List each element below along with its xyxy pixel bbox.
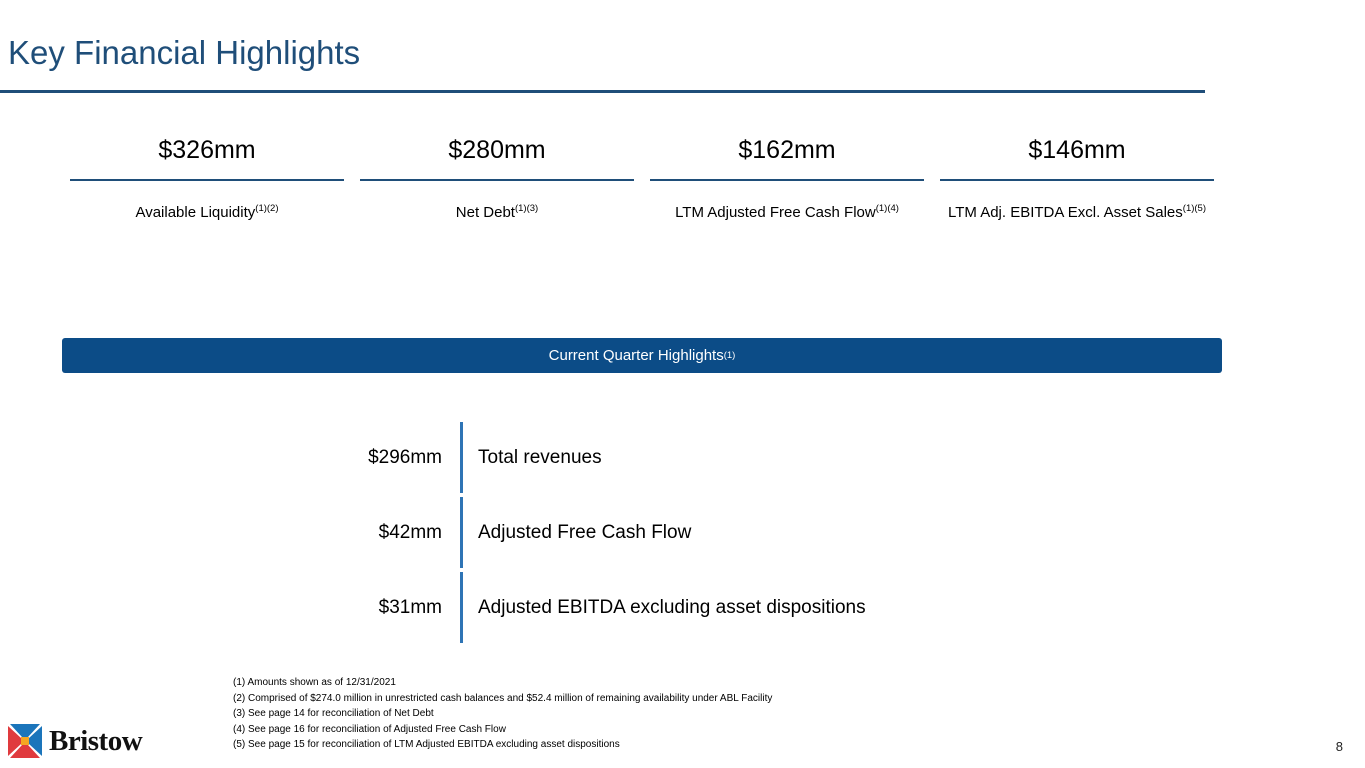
highlight-label: Adjusted Free Cash Flow [478, 521, 692, 543]
list-item [250, 495, 1150, 570]
metric-divider [650, 179, 924, 181]
metric-label-text: Available Liquidity [135, 204, 256, 221]
title-divider [0, 90, 1205, 93]
highlight-label: Total revenues [478, 446, 602, 468]
metric-card [352, 135, 642, 223]
footnote-item: (4) See page 16 for reconciliation of Adjusted Free Cash Flow [233, 723, 506, 735]
footnote-item: (3) See page 14 for reconciliation of Net Debt [233, 708, 434, 719]
highlight-amount: $42mm [378, 521, 442, 543]
footnote-item: (1) Amounts shown as of 12/31/2021 [233, 677, 396, 688]
metrics-row [62, 135, 1222, 223]
metric-label-text: Net Debt [455, 204, 515, 221]
logo-wordmark: Bristow [49, 724, 143, 757]
metric-label-footnote-ref: (1)(3) [514, 203, 539, 214]
bristow-cross-icon [8, 724, 42, 758]
page-title: Key Financial Highlights [8, 34, 361, 71]
metric-value: $326mm [158, 136, 256, 164]
metric-label-text: LTM Adj. EBITDA Excl. Asset Sales [947, 204, 1183, 221]
footnotes [233, 675, 772, 753]
highlights-list [250, 420, 1150, 645]
metric-label [650, 199, 924, 223]
metric-card [932, 135, 1222, 223]
banner-footnote-ref: (1) [723, 350, 736, 361]
metric-label-footnote-ref: (1)(4) [875, 203, 899, 214]
metric-label [360, 199, 634, 223]
metric-label [70, 199, 344, 223]
metric-label-text: LTM Adjusted Free Cash Flow [675, 204, 876, 221]
metric-label-footnote-ref: (1)(2) [255, 203, 279, 214]
highlight-amount: $31mm [378, 596, 442, 618]
metric-card [642, 135, 932, 223]
highlight-amount: $296mm [368, 446, 442, 468]
metric-value: $280mm [448, 136, 546, 164]
list-item [250, 570, 1150, 645]
metric-card [62, 135, 352, 223]
metric-divider [70, 179, 344, 181]
metric-label [940, 199, 1214, 223]
metric-value: $146mm [1028, 136, 1126, 164]
metric-value: $162mm [738, 136, 836, 164]
metric-label-footnote-ref: (1)(5) [1182, 203, 1207, 214]
highlight-label: Adjusted EBITDA excluding asset dispositions [478, 596, 866, 618]
footnote-item: (2) Comprised of $274.0 million in unrestricted cash balances and $52.4 million of remaining availability under ABL Facility [233, 692, 773, 704]
page-number: 8 [1335, 739, 1343, 754]
current-quarter-highlights-banner [62, 338, 1222, 373]
company-logo [8, 724, 142, 758]
footnote-item: (5) See page 15 for reconciliation of LTM Adjusted EBITDA excluding asset dispositions [233, 739, 620, 750]
list-item [250, 420, 1150, 495]
metric-divider [360, 179, 634, 181]
metric-divider [940, 179, 1214, 181]
banner-label: Current Quarter Highlights [548, 347, 724, 364]
